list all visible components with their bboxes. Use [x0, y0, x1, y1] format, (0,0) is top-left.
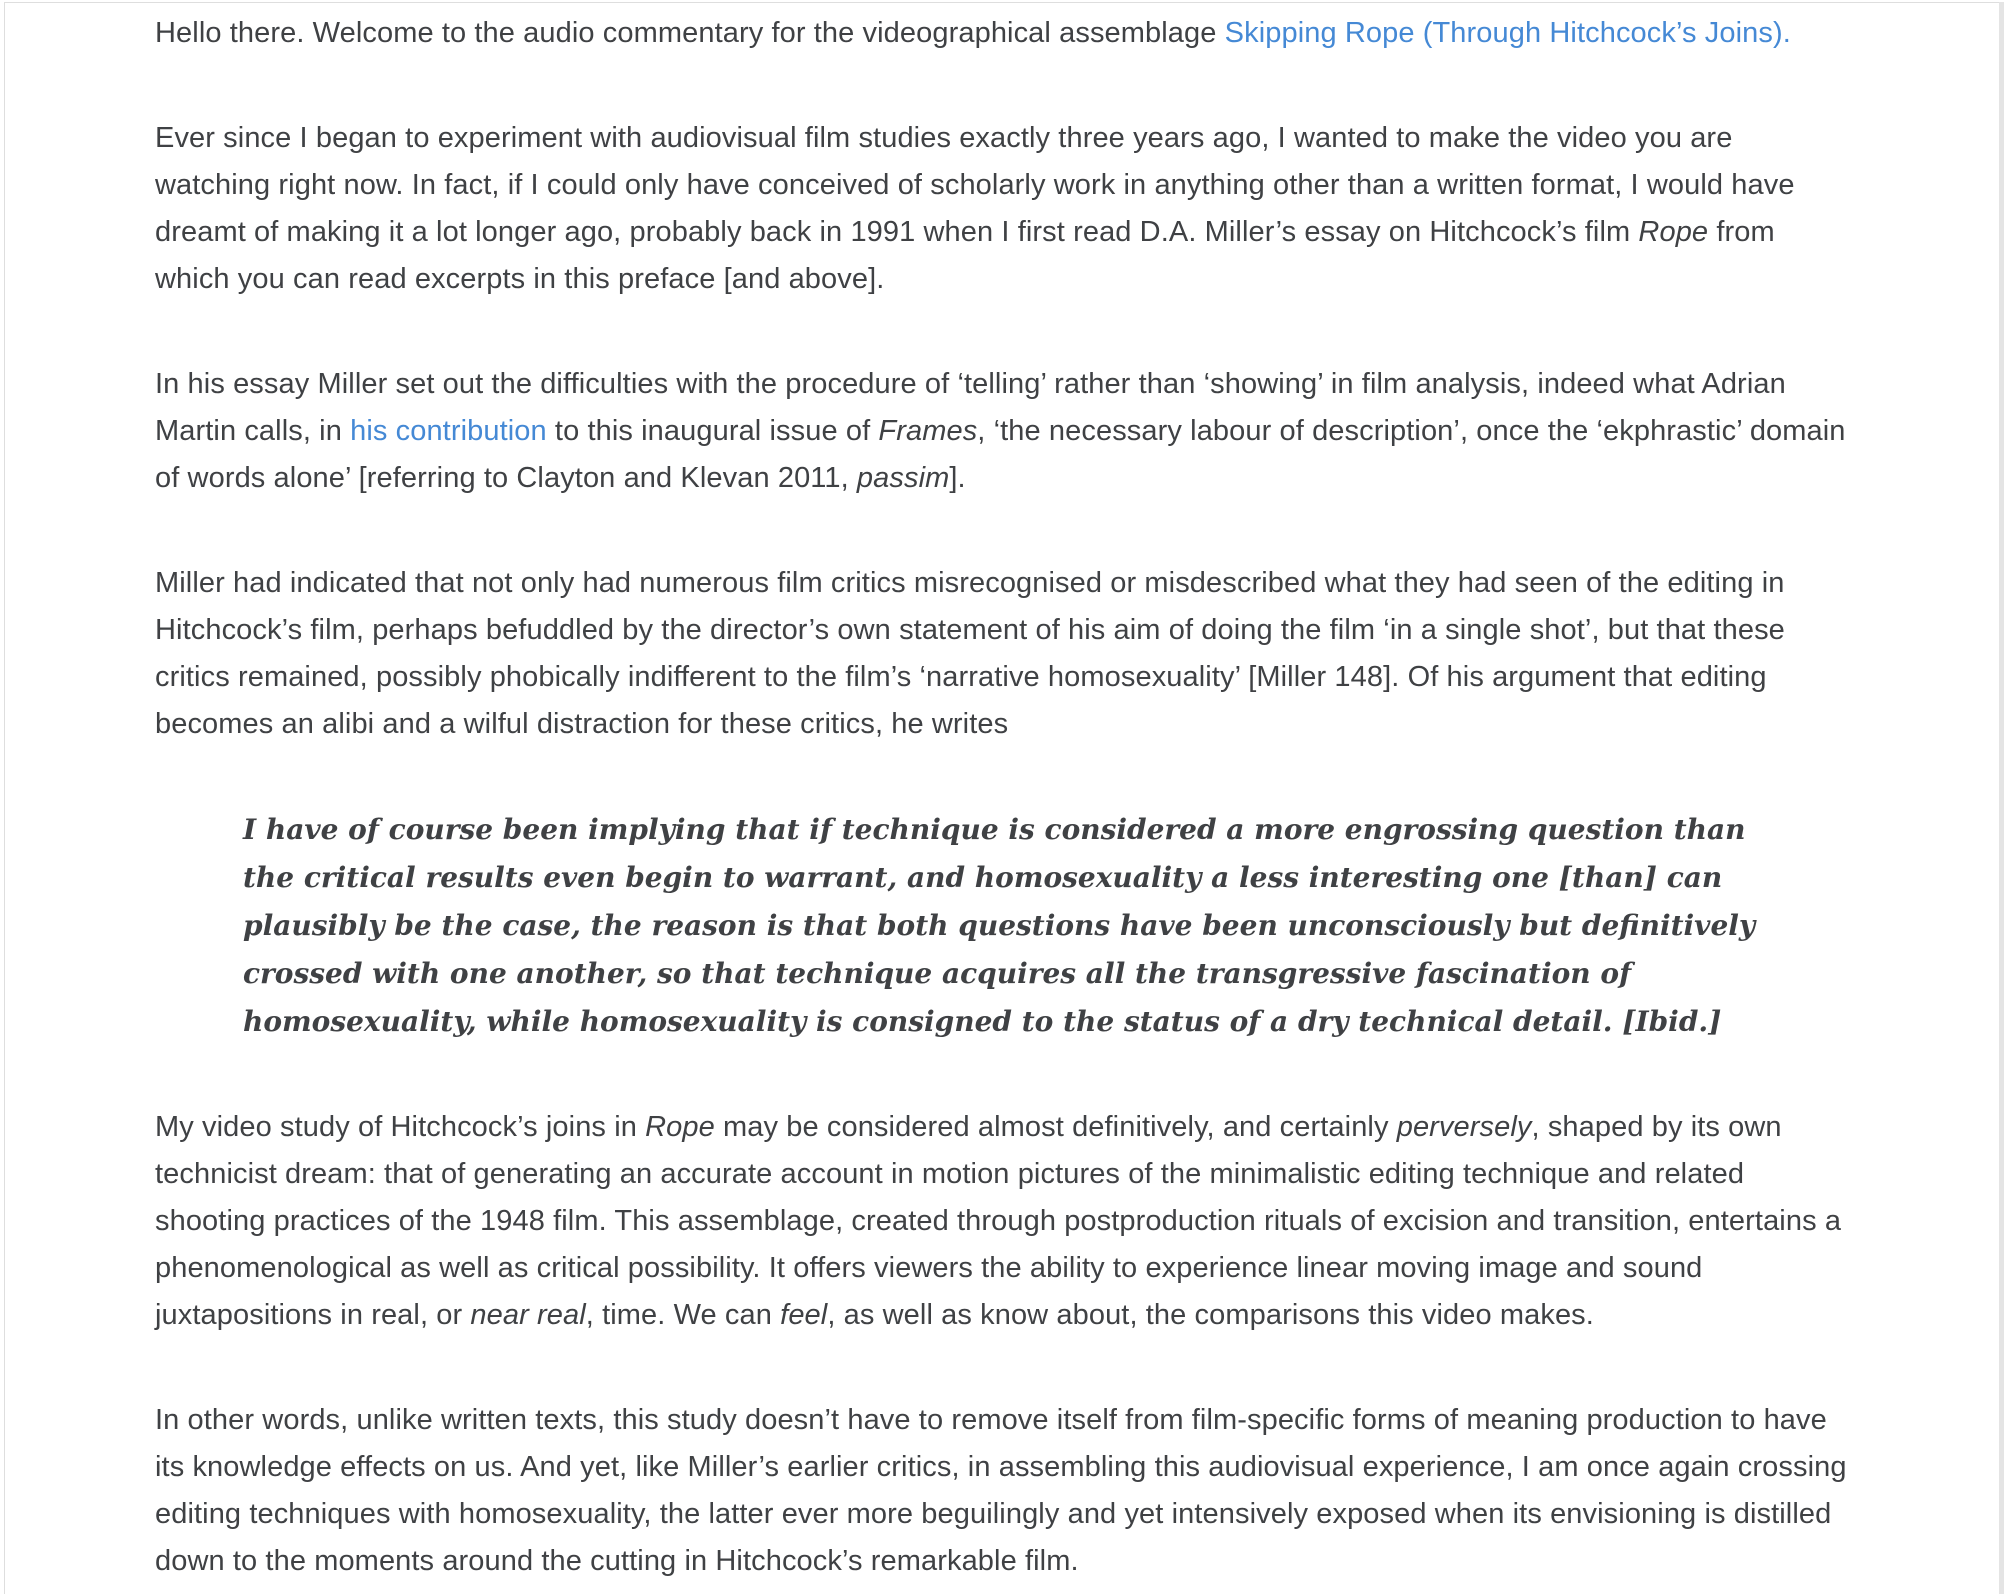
text-run: , as well as know about, the comparisons this video makes.: [827, 1299, 1594, 1331]
text-run: Ever since I began to experiment with audiovisual film studies exactly three years ago, I wanted to make the video you are watching right now. In fact, if I could only have conceived of scholarly work in anything other than a written format, I would have dreamt of making it a lot longer ago, probably back in 1991 when I first read D.A. Miller’s essay on Hitchcock’s film: [155, 122, 1795, 248]
paragraph: [155, 560, 1855, 748]
article-body: [4, 2, 1999, 1594]
text-run: from which you can read excerpts in this preface [and above].: [155, 216, 1775, 295]
paragraph: [155, 1104, 1855, 1339]
paragraph: [155, 10, 1855, 57]
paragraph: [155, 361, 1855, 502]
text-run: , shaped by its own technicist dream: that of generating an accurate account in motion pictures of the minimalistic editing technique and related shooting practices of the 1948 film. This assemblage, created through postproduction rituals of excision and transition, entertains a phenomenological as well as critical possibility. It offers viewers the ability to experience linear moving image and sound juxtapositions in real, or: [155, 1111, 1842, 1331]
page-right-gutter: [1999, 2, 2004, 1594]
italic-text: feel: [780, 1299, 828, 1331]
italic-text: passim: [856, 462, 950, 494]
italic-text: Frames: [878, 415, 978, 447]
italic-text: Rope: [1638, 216, 1709, 248]
paragraph: [155, 115, 1855, 303]
text-run: may be considered almost definitively, and certainly: [714, 1111, 1397, 1143]
italic-text: near real: [470, 1299, 586, 1331]
italic-text: perversely: [1396, 1111, 1532, 1143]
text-run: My video study of Hitchcock’s joins in: [155, 1111, 646, 1143]
inline-link[interactable]: Skipping Rope (Through Hitchcock’s Joins).: [1224, 17, 1791, 49]
text-run: , ‘the necessary labour of description’, once the ‘ekphrastic’ domain of words alone’ [referring to Clayton and Klevan 2011,: [155, 415, 1846, 494]
text-run: In other words, unlike written texts, this study doesn’t have to remove itself from film-specific forms of meaning production to have its knowledge effects on us. And yet, like Miller’s earlier critics, in assembling this audiovisual experience, I am once again crossing editing techniques with homosexuality, the latter ever more beguilingly and yet intensively exposed when its envisioning is distilled down to the moments around the cutting in Hitchcock’s remarkable film.: [155, 1404, 1847, 1577]
inline-link[interactable]: his contribution: [350, 415, 547, 447]
text-run: to this inaugural issue of: [546, 415, 879, 447]
text-run: I have of course been implying that if technique is considered a more engrossing question than the critical results even begin to warrant, and homosexuality a less interesting one [than] can plausibly be the case, the reason is that both questions have been unconsciously but definitively crossed with one another, so that technique acquires all the transgressive fascination of homosexuality, while homosexuality is consigned to the status of a dry technical detail. [Ibid.]: [243, 813, 1756, 1038]
blockquote: [243, 806, 1775, 1046]
italic-text: Rope: [645, 1111, 715, 1143]
paragraph: [155, 1397, 1855, 1585]
text-run: In his essay Miller set out the difficulties with the procedure of ‘telling’ rather than ‘showing’ in film analysis, indeed what Adrian Martin calls, in: [155, 368, 1786, 447]
text-run: ].: [949, 462, 966, 494]
text-run: Hello there. Welcome to the audio commentary for the videographical assemblage: [155, 17, 1225, 49]
text-run: Miller had indicated that not only had numerous film critics misrecognised or misdescribed what they had seen of the editing in Hitchcock’s film, perhaps befuddled by the director’s own statement of his aim of doing the film ‘in a single shot’, but that these critics remained, possibly phobically indifferent to the film’s ‘narrative homosexuality’ [Miller 148]. Of his argument that editing becomes an alibi and a wilful distraction for these critics, he writes: [155, 567, 1785, 740]
text-run: , time. We can: [585, 1299, 781, 1331]
